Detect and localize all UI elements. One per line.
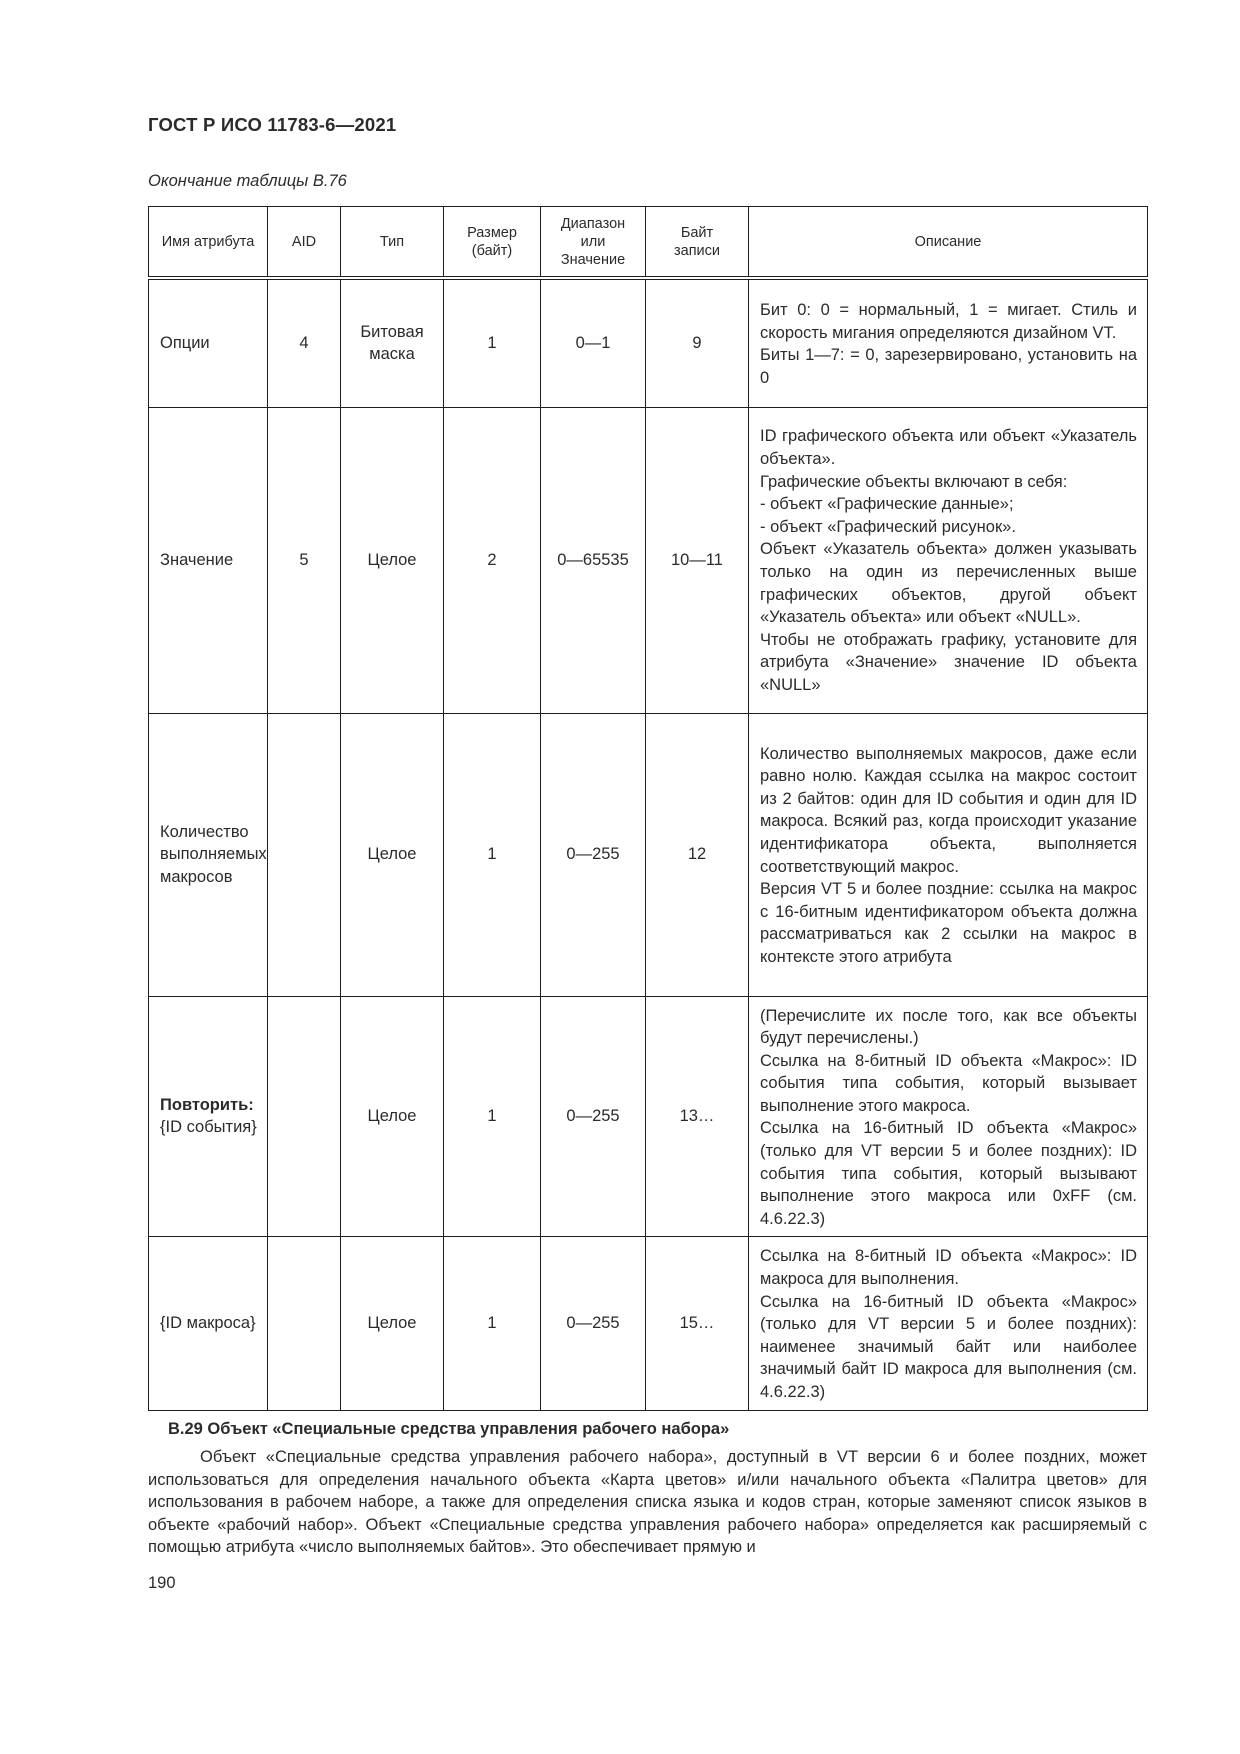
cell-record-byte: 10—11 [646, 407, 749, 713]
cell-type: Целое [341, 996, 444, 1237]
cell-description: Ссылка на 8-битный ID объекта «Макрос»: ID макроса для выполнения. Ссылка на 16-битный ID объекта «Макрос» (только для VT версии 5 и более поздних): наименее значимый байт или наиболее значимый байт ID макроса для выполнения (см. 4.6.22.3) [749, 1237, 1148, 1410]
cell-record-byte: 15… [646, 1237, 749, 1410]
cell-description: (Перечислите их после того, как все объекты будут перечислены.) Ссылка на 8-битный ID объекта «Макрос»: ID события типа события, который вызывает выполнение этого макроса. Ссылка на 16-битный ID объекта «Макрос» (только для VT версии 5 и более поздних): ID события типа события, который вызывают выполнение этого макроса или 0xFF (см. 4.6.22.3) [749, 996, 1148, 1237]
table-row [149, 407, 1148, 713]
cell-record-byte: 12 [646, 713, 749, 996]
section-title: В.29 Объект «Специальные средства управления рабочего набора» [168, 1420, 730, 1438]
table-caption: Окончание таблицы В.76 [148, 172, 347, 190]
cell-record-byte: 13… [646, 996, 749, 1237]
cell-aid [268, 713, 341, 996]
body-paragraph [148, 1446, 1147, 1559]
cell-type: Битовая маска [341, 278, 444, 407]
cell-range: 0—255 [541, 713, 646, 996]
cell-type: Целое [341, 1237, 444, 1410]
cell-size: 1 [444, 996, 541, 1237]
cell-range: 0—255 [541, 1237, 646, 1410]
cell-record-byte: 9 [646, 278, 749, 407]
cell-attribute-name: Опции [149, 278, 268, 407]
attributes-table [148, 206, 1148, 1411]
header-attribute-name: Имя атрибута [149, 207, 268, 279]
table-row [149, 1237, 1148, 1410]
table-row [149, 713, 1148, 996]
cell-range: 0—65535 [541, 407, 646, 713]
page-number: 190 [148, 1574, 176, 1592]
table-header-row [149, 207, 1148, 279]
cell-attribute-name: Количество выполняемых макросов [149, 713, 268, 996]
header-record-byte: Байт записи [646, 207, 749, 279]
header-type: Тип [341, 207, 444, 279]
cell-type: Целое [341, 407, 444, 713]
table-row [149, 996, 1148, 1237]
header-aid: AID [268, 207, 341, 279]
document-header: ГОСТ Р ИСО 11783-6—2021 [148, 114, 397, 135]
cell-description: Количество выполняемых макросов, даже если равно нолю. Каждая ссылка на макрос состоит из 2 байтов: один для ID события и один для ID макроса. Всякий раз, когда происходит указание идентификатора объекта, выполняется соответствующий макрос. Версия VT 5 и более поздние: ссылка на макрос с 16-битным идентификатором объекта должна рассматриваться как 2 ссылки на макрос в контексте этого атрибута [749, 713, 1148, 996]
cell-size: 1 [444, 1237, 541, 1410]
cell-size: 1 [444, 278, 541, 407]
cell-description: Бит 0: 0 = нормальный, 1 = мигает. Стиль и скорость мигания определяются дизайном VT. Биты 1—7: = 0, зарезервировано, установить на 0 [749, 278, 1148, 407]
cell-size: 2 [444, 407, 541, 713]
cell-attribute-name: {ID макроса} [149, 1237, 268, 1410]
paragraph-text: Объект «Специальные средства управления рабочего набора», доступный в VT версии 6 и более поздних, может использоваться для определения начального объекта «Карта цветов» и/или начального объекта «Палитра цветов» для использования в рабочем наборе, а также для определения списка языка и кодов стран, которые заменяют список языков в объекте «рабочий набор». Объект «Специальные средства управления рабочего набора» определяется как расширяемый с помощью атрибута «число выполняемых байтов». Это обеспечивает прямую и [148, 1448, 1147, 1557]
cell-type: Целое [341, 713, 444, 996]
cell-aid [268, 1237, 341, 1410]
cell-attribute-name: Повторить: {ID события} [149, 996, 268, 1237]
header-size: Размер (байт) [444, 207, 541, 279]
cell-size: 1 [444, 713, 541, 996]
cell-description: ID графического объекта или объект «Указатель объекта». Графические объекты включают в себя: - объект «Графические данные»; - объект «Графический рисунок». Объект «Указатель объекта» должен указывать только на один из перечисленных выше графических объектов, другой объект «Указатель объекта» или объект «NULL». Чтобы не отображать графику, установите для атрибута «Значение» значение ID объекта «NULL» [749, 407, 1148, 713]
cell-attribute-name: Значение [149, 407, 268, 713]
table-row [149, 278, 1148, 407]
repeat-label: Повторить: [160, 1095, 254, 1114]
header-range: Диапазон или Значение [541, 207, 646, 279]
cell-aid: 4 [268, 278, 341, 407]
cell-range: 0—255 [541, 996, 646, 1237]
cell-range: 0—1 [541, 278, 646, 407]
cell-aid: 5 [268, 407, 341, 713]
cell-aid [268, 996, 341, 1237]
header-description: Описание [749, 207, 1148, 279]
